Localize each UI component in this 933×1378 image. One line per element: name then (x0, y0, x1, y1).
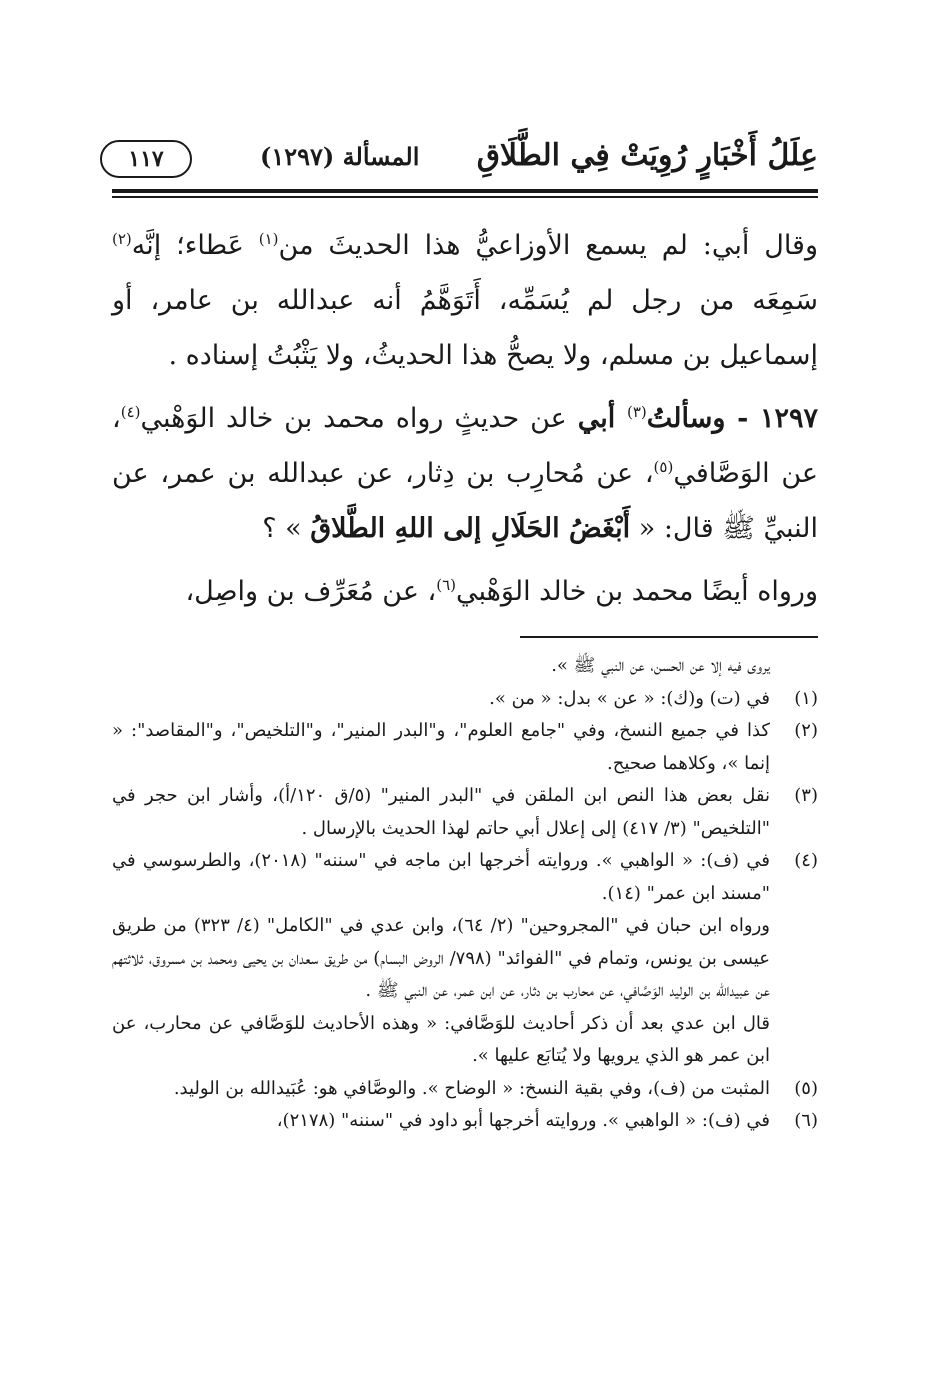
footnote-4-continuation-1: ورواه ابن حبان في "المجروحين" (٢/ ٦٤)، وابن عدي في "الكامل" (٤/ ٣٢٣) من طريق عيسى بن يونس، وتمام في "الفوائد" (٧٩٨/ الروض البسام) من طريق سعدان بن يحيى ومحمد بن مسروق، ثلاثتهم عن عبيدالله بن الوليد الوَصَّافي، عن محارب بن دثار، عن ابن عمر، عن النبي ﷺ . (112, 915, 771, 1001)
hadith-text: أَبْغَضُ الحَلَالِ إلى اللهِ الطَّلاقُ (310, 513, 631, 544)
footnote-ref-1: (١) (258, 230, 279, 248)
footnotes (112, 650, 818, 1138)
issue-number: ١٢٩٧ (760, 403, 819, 434)
footnote-mark: (٥) (794, 1077, 818, 1099)
footnote-mark: (٦) (794, 1110, 818, 1131)
footnote-5 (112, 1073, 818, 1106)
footnote-6 (112, 1105, 818, 1138)
footnote-ref-6: (٦) (436, 576, 457, 594)
footnote-text: في (ف): « الواهبي ». وروايته أخرجها ابن ماجه في "سننه" (٢٠١٨)، والطرسوسي في "مسند ابن عمر" (١٤). (112, 850, 770, 904)
footnote-2 (112, 715, 818, 780)
footnote-mark: (٣) (794, 785, 818, 806)
footnote-mark: (١) (794, 687, 818, 709)
footnote-text: المثبت من (ف)، وفي بقية النسخ: « الوضاح ». والوصَّافي هو: عُبَيدالله بن الوليد. (173, 1077, 770, 1099)
footnote-separator (520, 636, 818, 638)
footnote-text: في (ت) و(ك): « عن » بدل: « من ». (489, 687, 770, 709)
book-title: عِلَلُ أَخْبَارٍ رُوِيَتْ فِي الطَّلَاقِ (476, 138, 818, 173)
paragraph-2: ١٢٩٧ - وسألتُ$^{(٣)}$ أبي عن حديثٍ رواه محمد بن خالد الوَهْبي$^{(٤)}$، عن الوَصَّافي$^{(٥)}$، عن مُحارِب بن دِثار، عن عبدالله بن عمر، عن النبيِّ ﷺ قال: « أَبْغَضُ الحَلَالِ إلى اللهِ الطَّلاقُ » ؟ (112, 403, 819, 544)
footnote-mark: (٤) (794, 850, 818, 871)
paragraph-1: وقال أبي: لم يسمع الأوزاعيُّ هذا الحديثَ من$^{(١)}$ عَطاء؛ إنَّه$^{(٢)}$ سَمِعَه من رجل لم يُسَمِّه، أَتَوَهَّمُ أنه عبدالله بن عامر، أو إسماعيل بن مسلم، ولا يصحُّ هذا الحديثُ، ولا يَثْبُتُ إسناده . (112, 230, 818, 371)
footnote-ref-3: (٣) (626, 403, 647, 421)
page-number: ١١٧ (100, 140, 192, 178)
paragraph-3: ورواه أيضًا محمد بن خالد الوَهْبي$^{(٦)}$، عن مُعَرِّف بن واصِل، (185, 576, 818, 607)
footnote-3 (112, 780, 818, 845)
footnote-text: كذا في جميع النسخ، وفي "جامع العلوم"، و"البدر المنير"، و"التلخيص"، و"المقاصد": « إنما »، وكلاهما صحيح. (112, 720, 770, 774)
main-text (112, 218, 818, 619)
footnote-mark: (٢) (794, 720, 818, 741)
header-rule-thick (112, 189, 818, 193)
footnote-text: نقل بعض هذا النص ابن الملقن في "البدر المنير" (٥/ق ١٢٠/أ)، وأشار ابن حجر في "التلخيص" (٣/ ٤١٧) إلى إعلال أبي حاتم لهذا الحديث بالإرسال . (112, 785, 771, 839)
footnote-ref-5: (٥) (653, 458, 674, 476)
running-header (100, 138, 818, 184)
footnote-text: في (ف): « الواهبي ». وروايته أخرجها أبو داود في "سننه" (٢١٧٨)، (276, 1110, 770, 1131)
footnote-ref-4: (٤) (120, 403, 141, 421)
footnote-carryover: يروى فيه إلا عن الحسن، عن النبي ﷺ ». (551, 655, 770, 676)
footnote-4 (112, 845, 818, 910)
footnote-4-continuation-2: قال ابن عدي بعد أن ذكر أحاديث للوَصَّافي: « وهذه الأحاديث للوَصَّافي عن محارب، عن ابن عمر هو الذي يرويها ولا يُتابَع عليها ». (112, 1012, 770, 1066)
header-rule-thin (112, 196, 818, 198)
footnote-ref-2: (٢) (112, 230, 132, 248)
footnote-1 (112, 683, 818, 716)
issue-label: المسألة (١٢٩٧) (260, 142, 420, 171)
